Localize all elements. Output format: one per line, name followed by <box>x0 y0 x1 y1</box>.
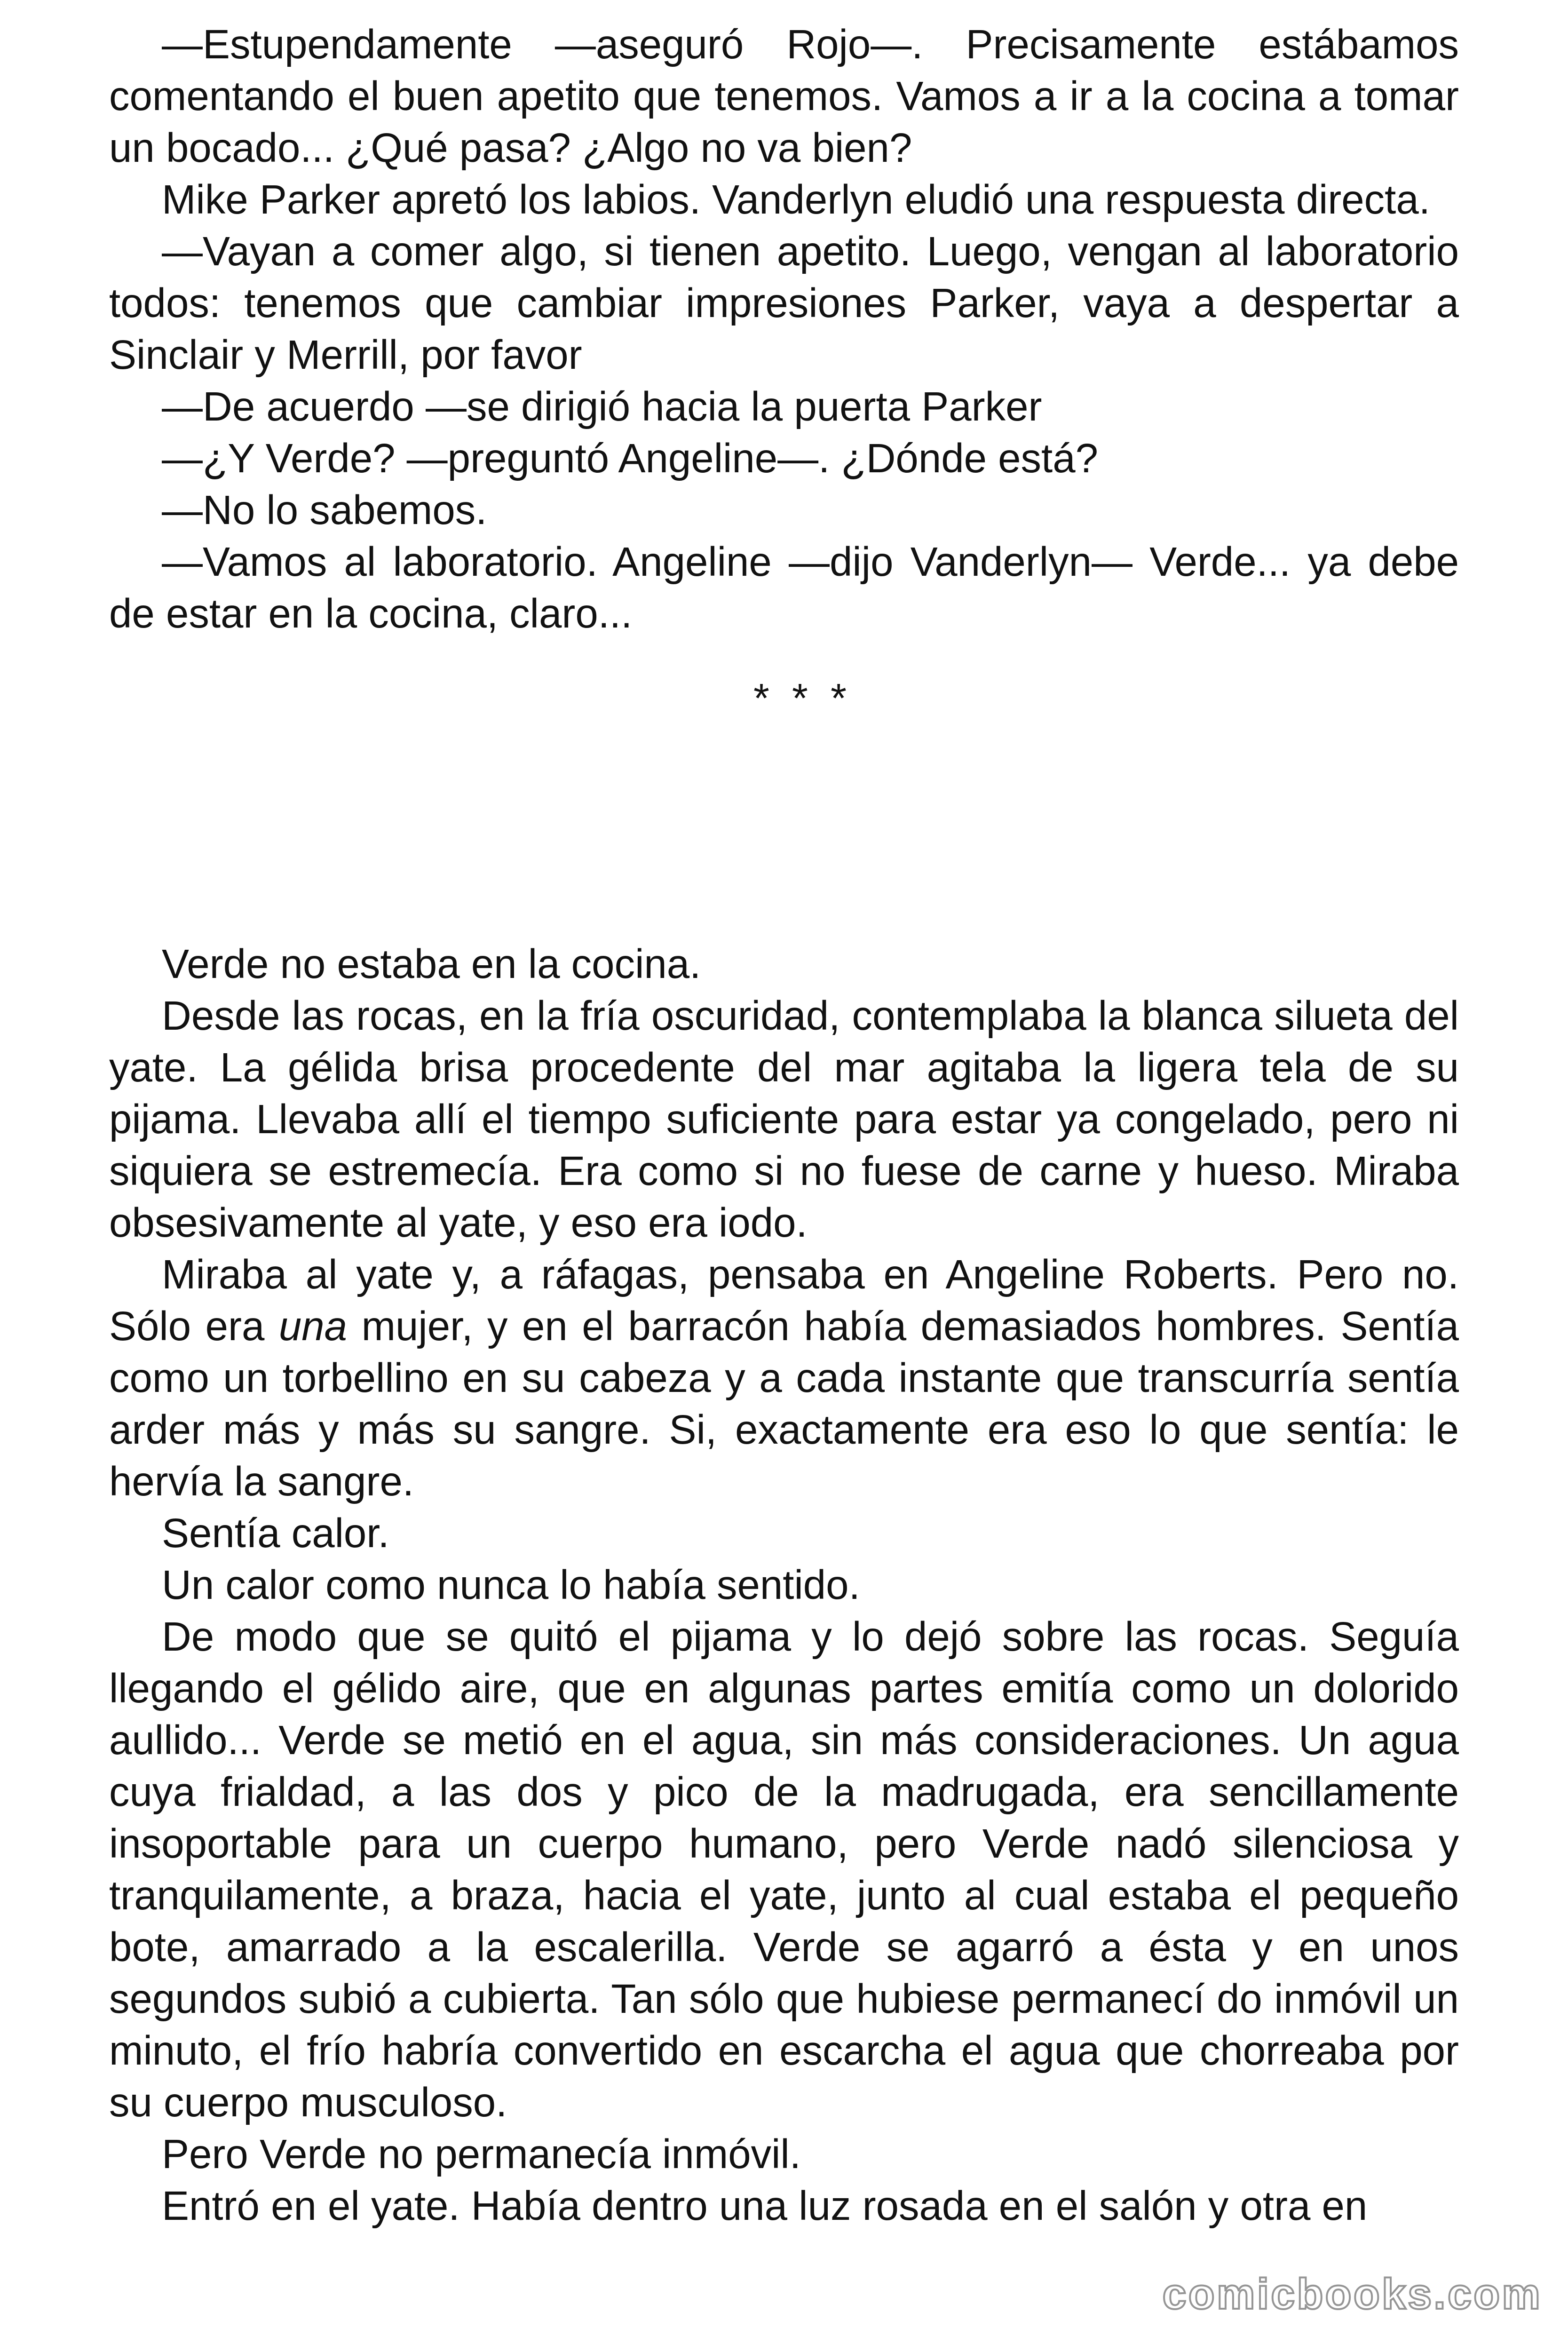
watermark-logo: comicbooks.com <box>1162 2270 1542 2318</box>
scene-break: * * * <box>753 675 852 721</box>
text-segment: mujer, y en el barracón había demasiados hombres. Sentía como un torbellino en su cabeza y a cada instante que transcurría sentía arder más y más su sangre. Si, exactamente era eso lo que sentía: le hervía la sangre. <box>109 1303 1459 1504</box>
paragraph-de-modo-que: De modo que se quitó el pijama y lo dejó sobre las rocas. Seguía llegando el gélido aire, que en algunas partes emitía como un dolorido aullido... Verde se metió en el agua, sin más consideraciones. Un agua cuya frialdad, a las dos y pico de la madrugada, era sencillamente insoportable para un cuerpo humano, pero Verde nadó silenciosa y tranquilamente, a braza, hacia el yate, junto al cual estaba el pequeño bote, amarrado a la escalerilla. Verde se agarró a ésta y en unos segundos subió a cubierta. Tan sólo que hubiese permanecí do inmóvil un minuto, el frío habría convertido en escarcha el agua que chorreaba por su cuerpo musculoso. <box>109 1614 1459 2125</box>
paragraph-verde-no-estaba: Verde no estaba en la cocina. <box>162 941 701 987</box>
paragraph-sentia-calor: Sentía calor. <box>162 1510 389 1556</box>
paragraph-estupendamente: —Estupendamente —aseguró Rojo—. Precisamente estábamos comentando el buen apetito que tenemos. Vamos a ir a la cocina a tomar un bocado... ¿Qué pasa? ¿Algo no va bien? <box>109 22 1459 171</box>
paragraph-entro-en-el-yate: Entró en el yate. Había dentro una luz rosada en el salón y otra en <box>162 2183 1368 2229</box>
book-page <box>109 19 1459 2236</box>
text-segment: Miraba al yate y, a ráfagas, pensaba en Angeline Roberts. Pero no. Sólo era <box>109 1252 1459 1349</box>
paragraph-pero-verde: Pero Verde no permanecía inmóvil. <box>162 2131 801 2177</box>
paragraph-no-lo-sabemos: —No lo sabemos. <box>162 487 487 533</box>
paragraph-y-verde: —¿Y Verde? —preguntó Angeline—. ¿Dónde está? <box>162 436 1098 481</box>
paragraph-vamos-al-laboratorio: —Vamos al laboratorio. Angeline —dijo Vanderlyn— Verde... ya debe de estar en la cocina, claro... <box>109 539 1459 636</box>
paragraph-miraba-al-yate <box>109 1249 1459 1508</box>
paragraph-un-calor: Un calor como nunca lo había sentido. <box>162 1562 860 1608</box>
section-gap <box>109 724 1459 938</box>
paragraph-mike-parker: Mike Parker apretó los labios. Vanderlyn eludió una respuesta directa. <box>162 177 1430 222</box>
paragraph-de-acuerdo: —De acuerdo —se dirigió hacia la puerta Parker <box>162 384 1042 429</box>
paragraph-vayan-a-comer: —Vayan a comer algo, si tienen apetito. Luego, vengan al laboratorio todos: tenemos que cambiar impresiones Parker, vaya a despertar a Sinclair y Merrill, por favor <box>109 229 1459 378</box>
emphasized-word: una <box>278 1303 348 1349</box>
paragraph-desde-las-rocas: Desde las rocas, en la fría oscuridad, contemplaba la blanca silueta del yate. La gélida brisa procedente del mar agitaba la ligera tela de su pijama. Llevaba allí el tiempo suficiente para estar ya congelado, pero ni siquiera se estremecía. Era como si no fuese de carne y hueso. Miraba obsesivamente al yate, y eso era iodo. <box>109 993 1459 1246</box>
page-bottom-cutoff <box>109 2180 1459 2236</box>
